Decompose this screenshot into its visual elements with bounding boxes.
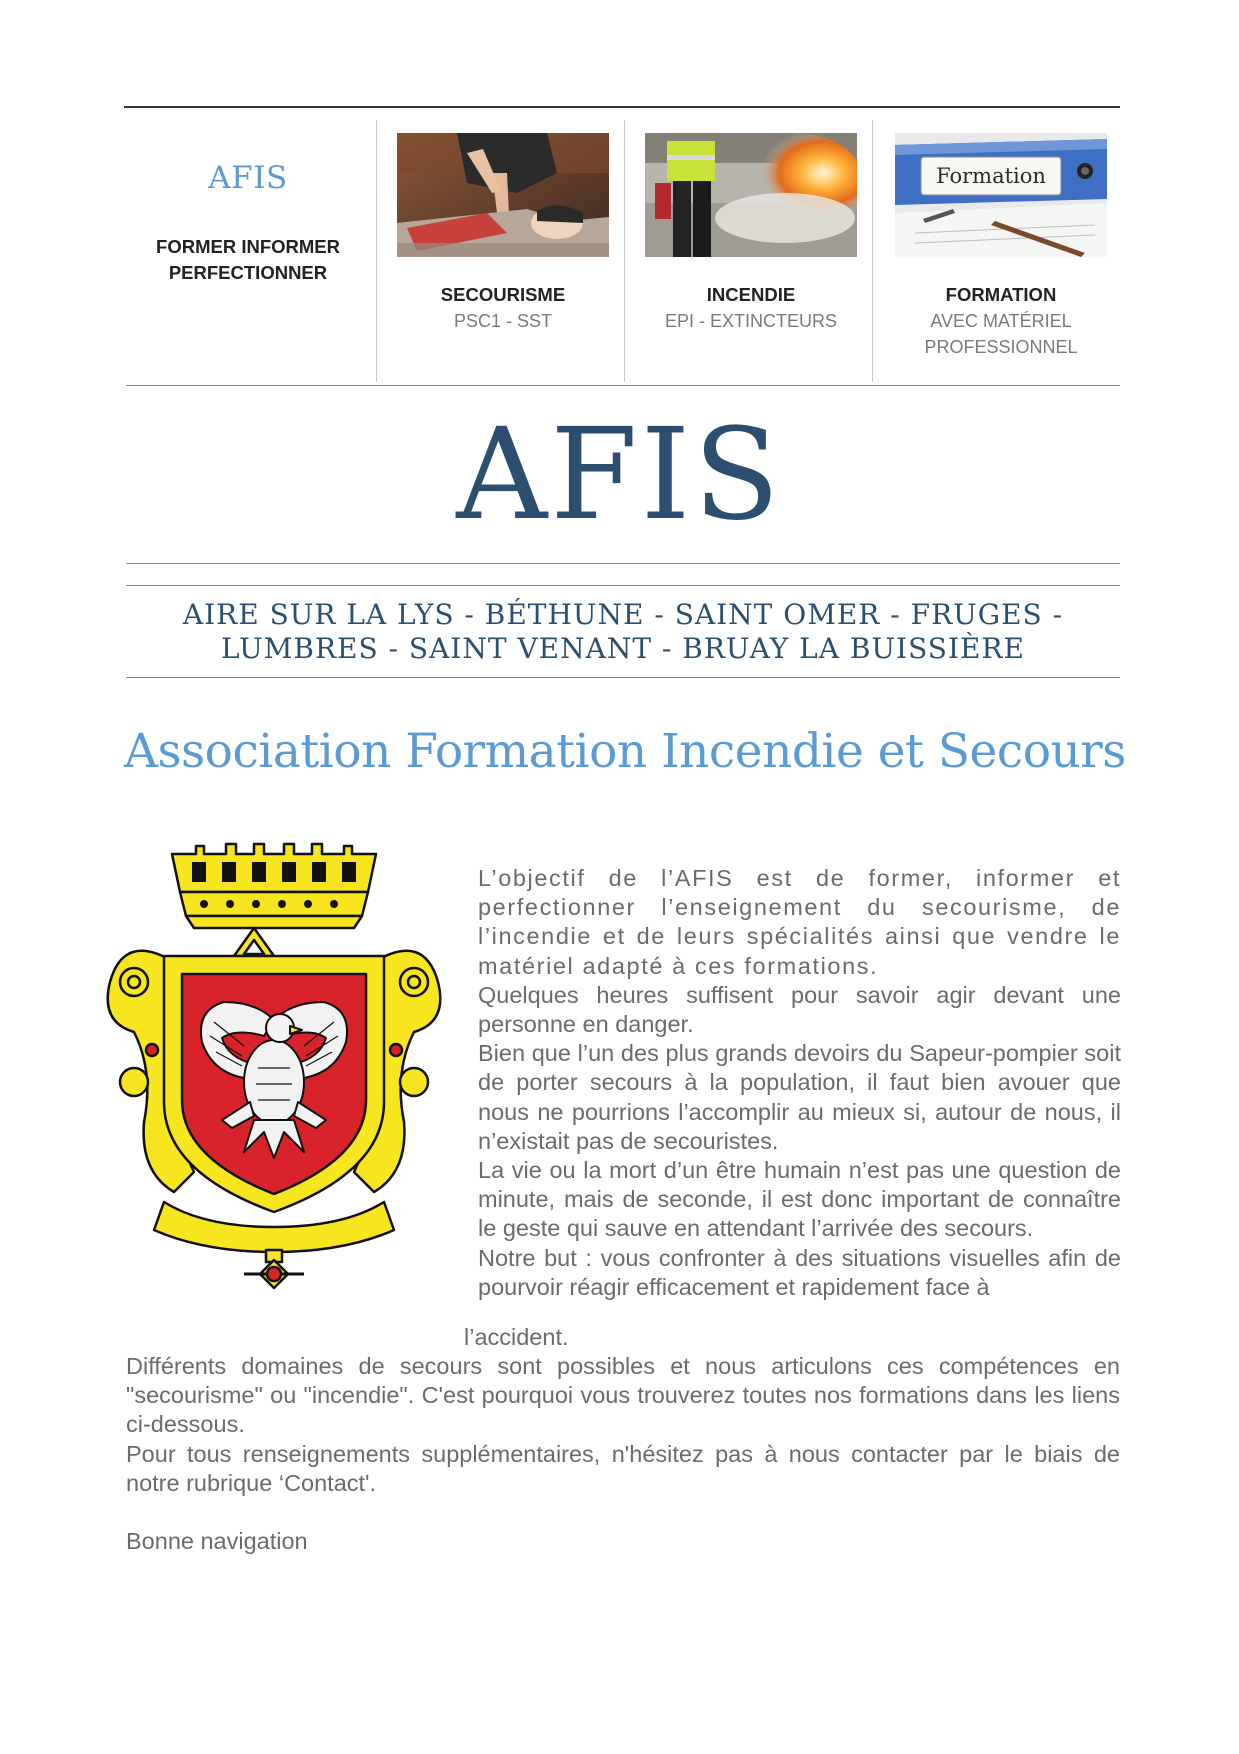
intro-paragraph: Quelques heures suffisent pour savoir agir devant une personne en danger. [478,981,1121,1038]
nav-title: SECOURISME [440,284,566,305]
cities-line-1: AIRE SUR LA LYS - BÉTHUNE - SAINT OMER - FRUGES - [182,598,1064,631]
nav-item-incendie[interactable] [645,133,857,334]
intro-paragraph-end: l’accident. [464,1324,569,1350]
intro-paragraph: Notre but : vous confronter à des situations visuelles afin de pourvoir réagir efficacement et rapidement face à [478,1244,1121,1300]
details-text [126,1352,1120,1498]
top-rule [124,106,1120,108]
closing-text: Bonne navigation [126,1528,308,1554]
cities-top-rule [126,585,1120,586]
nav-subtitle-line-2: PROFESSIONNEL [924,337,1078,357]
title-rule [126,563,1120,564]
nav-divider [376,120,377,382]
intro-text [478,864,1121,1302]
nav-subtitle [895,308,1107,360]
nav-title: INCENDIE [706,284,796,305]
incendie-image [645,133,857,257]
nav-subtitle: PSC1 - SST [453,311,553,331]
nav-subtitle: EPI - EXTINCTEURS [664,311,838,331]
intro-paragraph: Bien que l’un des plus grands devoirs du Sapeur-pompier soit de porter secours à la population, il faut bien avouer que nous ne pourrions l’accomplir au mieux si, autour de nous, il n’existait pas de secouristes. [478,1040,1121,1154]
svg-text:Formation: Formation [936,164,1046,188]
details-paragraph: Pour tous renseignements supplémentaires, n'hésitez pas à nous contacter par le biais de notre rubrique ‘Contact'. [126,1440,1120,1496]
nav-item-secourisme[interactable] [397,133,609,334]
formation-image [895,133,1107,257]
intro-paragraph: L’objectif de l’AFIS est de former, informer et perfectionner l’enseignement du secourisme, de l’incendie et de leurs spécialités ainsi que vendre le matériel adapté à ces formations. [478,865,1121,979]
nav-divider [624,120,625,382]
association-heading: Association Formation Incendie et Secours [124,724,1126,779]
nav-divider [872,120,873,382]
coat-of-arms-image [104,832,444,1292]
header-brand[interactable] [128,160,368,286]
nav-title: FORMATION [945,284,1057,305]
cities-list [126,598,1120,666]
tagline-line-1: FORMER INFORMER [156,236,340,257]
header-bottom-rule [126,385,1120,386]
intro-paragraph: La vie ou la mort d’un être humain n’est pas une question de minute, mais de seconde, il est donc important de connaître le geste qui sauve en attendant l’arrivée des secours. [478,1157,1121,1242]
page-title: AFIS [456,401,783,548]
brand-tagline [128,234,368,286]
tagline-line-2: PERFECTIONNER [168,262,328,283]
details-paragraph: Différents domaines de secours sont possibles et nous articulons ces compétences en "secourisme" ou "incendie". C'est pourquoi vous trouverez toutes nos formations dans les liens ci-dessous. [126,1353,1120,1438]
brand-name: AFIS [208,160,288,196]
nav-subtitle-line-1: AVEC MATÉRIEL [930,311,1072,331]
secourisme-image [397,133,609,257]
cities-line-2: LUMBRES - SAINT VENANT - BRUAY LA BUISSIÈRE [221,632,1025,665]
cities-bottom-rule [126,677,1120,678]
nav-item-formation[interactable] [895,133,1107,360]
